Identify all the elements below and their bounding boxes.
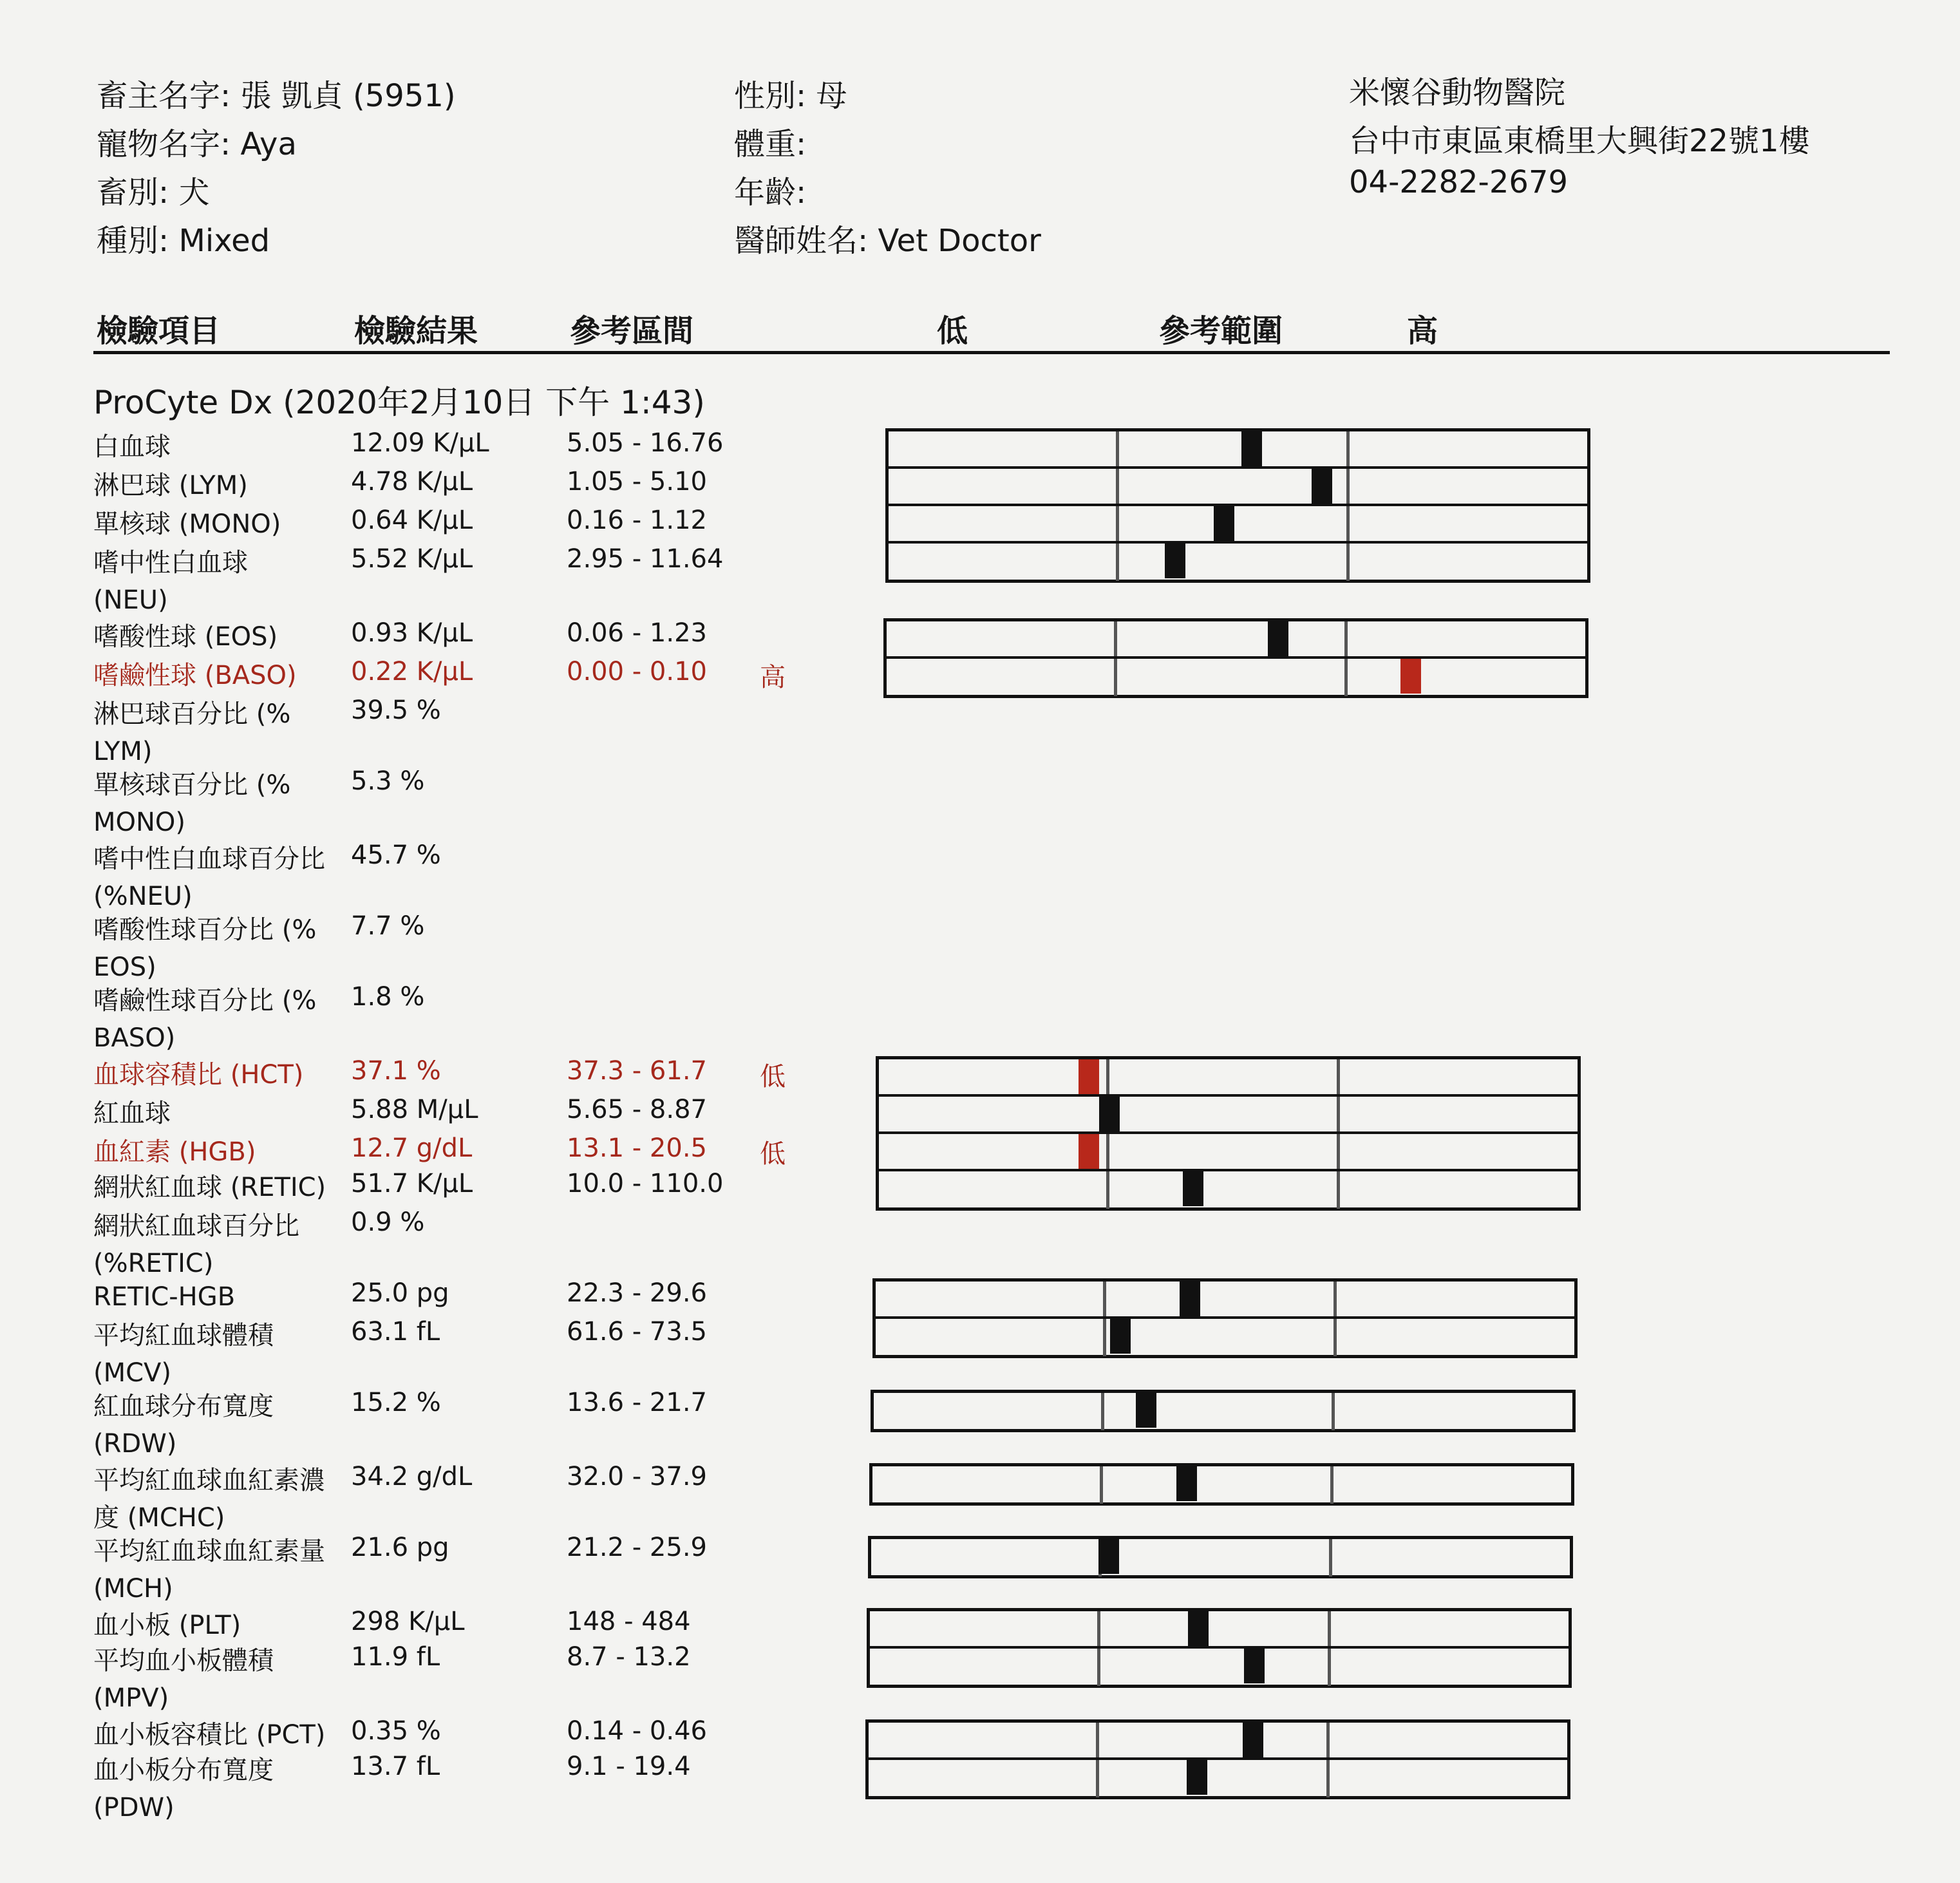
range-divider — [1346, 506, 1350, 541]
test-name: 血小板 (PLT) — [93, 1611, 241, 1640]
range-bar — [872, 1466, 1571, 1504]
range-bar — [876, 1282, 1574, 1319]
gauge-group — [865, 1719, 1570, 1799]
range-divider — [1346, 469, 1350, 504]
test-range: 22.3 - 29.6 — [567, 1278, 707, 1308]
range-bar — [889, 506, 1587, 544]
range-bar — [874, 1393, 1572, 1430]
range-divider — [1328, 1611, 1331, 1646]
range-bar — [889, 544, 1587, 581]
test-result: 21.6 pg — [351, 1533, 449, 1562]
value-marker — [1400, 659, 1421, 694]
value-marker — [1180, 1282, 1200, 1316]
test-range: 0.14 - 0.46 — [567, 1716, 707, 1746]
test-range: 1.05 - 5.10 — [567, 467, 707, 497]
sex-label: 性別: — [734, 78, 807, 114]
test-range: 61.6 - 73.5 — [567, 1317, 707, 1347]
weight-line — [734, 119, 806, 164]
test-result: 11.9 fL — [351, 1642, 440, 1672]
value-marker — [1079, 1059, 1099, 1094]
gauge-group — [876, 1056, 1581, 1211]
breed-label: 種別: — [97, 223, 169, 259]
test-result: 12.7 g/dL — [351, 1133, 473, 1163]
header-rule — [93, 351, 1890, 354]
test-range: 9.1 - 19.4 — [567, 1752, 691, 1781]
range-divider — [1106, 1171, 1109, 1209]
test-name: 白血球 — [93, 432, 171, 462]
range-divider — [1103, 1282, 1106, 1316]
pet-line — [97, 119, 297, 164]
range-bar — [887, 621, 1585, 659]
species-line — [97, 167, 209, 212]
test-name: 嗜鹼性球百分比 (% BASO) — [93, 986, 317, 1053]
test-range: 2.95 - 11.64 — [567, 544, 724, 574]
value-marker — [1183, 1171, 1203, 1206]
pet-value: Aya — [240, 126, 297, 162]
range-divider — [1346, 431, 1350, 466]
col-result: 檢驗結果 — [354, 313, 478, 349]
test-range: 10.0 - 110.0 — [567, 1169, 724, 1198]
test-range: 5.65 - 8.87 — [567, 1095, 707, 1124]
test-name: 網狀紅血球百分比 (%RETIC) — [93, 1211, 299, 1278]
test-name: 單核球 (MONO) — [93, 509, 281, 539]
test-name: 嗜酸性球百分比 (% EOS) — [93, 915, 317, 982]
col-high: 高 — [1407, 313, 1438, 349]
owner-value: 張 凱貞 (5951) — [240, 78, 456, 114]
species-label: 畜別: — [97, 175, 169, 211]
value-marker — [1110, 1319, 1131, 1354]
gauge-group — [871, 1390, 1576, 1432]
value-marker — [1214, 506, 1234, 541]
test-result: 5.88 M/µL — [351, 1095, 478, 1124]
range-divider — [1116, 431, 1119, 466]
test-result: 5.52 K/µL — [351, 544, 473, 574]
test-result: 1.8 % — [351, 982, 425, 1012]
test-range: 0.16 - 1.12 — [567, 506, 707, 535]
test-result: 51.7 K/µL — [351, 1169, 473, 1198]
owner-label: 畜主名字: — [97, 78, 231, 114]
range-bar — [870, 1649, 1569, 1686]
gauge-group — [868, 1536, 1573, 1578]
range-divider — [1337, 1171, 1340, 1209]
doctor-value: Vet Doctor — [878, 223, 1041, 259]
test-result: 4.78 K/µL — [351, 467, 473, 497]
test-result: 0.9 % — [351, 1207, 425, 1237]
test-range: 37.3 - 61.7 — [567, 1056, 707, 1086]
test-name: 單核球百分比 (% MONO) — [93, 770, 291, 837]
test-result: 5.3 % — [351, 766, 425, 796]
value-marker — [1312, 469, 1332, 504]
range-bar — [889, 469, 1587, 506]
range-divider — [1337, 1097, 1340, 1131]
value-marker — [1079, 1134, 1099, 1169]
value-marker — [1188, 1611, 1209, 1646]
value-marker — [1241, 431, 1262, 466]
test-name: 平均紅血球體積 (MCV) — [93, 1321, 274, 1388]
range-bar — [879, 1097, 1578, 1134]
range-divider — [1337, 1134, 1340, 1169]
doctor-label: 醫師姓名: — [734, 223, 869, 259]
range-divider — [1096, 1760, 1099, 1797]
range-divider — [1101, 1393, 1104, 1430]
species-value: 犬 — [178, 175, 210, 211]
range-bar — [879, 1171, 1578, 1209]
range-bar — [879, 1134, 1578, 1171]
test-name: 紅血球 — [93, 1099, 171, 1128]
doctor-line — [734, 216, 1041, 260]
range-divider — [1344, 621, 1348, 656]
clinic-phone: 04-2282-2679 — [1349, 164, 1569, 200]
range-divider — [1106, 1134, 1109, 1169]
range-divider — [1344, 659, 1348, 696]
range-divider — [1106, 1059, 1109, 1094]
range-divider — [1333, 1282, 1337, 1316]
range-divider — [1114, 659, 1117, 696]
test-name: 網狀紅血球 (RETIC) — [93, 1173, 326, 1202]
range-bar — [871, 1539, 1570, 1576]
test-result: 63.1 fL — [351, 1317, 440, 1347]
test-result: 0.35 % — [351, 1716, 441, 1746]
col-ref-range: 參考範圍 — [1159, 313, 1283, 349]
range-divider — [1329, 1539, 1332, 1576]
range-bar — [869, 1723, 1567, 1760]
range-divider — [1114, 621, 1117, 656]
range-bar — [876, 1319, 1574, 1356]
test-result: 12.09 K/µL — [351, 428, 489, 458]
test-range: 13.6 - 21.7 — [567, 1388, 707, 1417]
test-range: 13.1 - 20.5 — [567, 1133, 707, 1163]
test-flag: 低 — [760, 1062, 786, 1092]
breed-value: Mixed — [178, 223, 270, 259]
test-range: 148 - 484 — [567, 1607, 691, 1636]
test-name: 血紅素 (HGB) — [93, 1137, 256, 1167]
test-range: 5.05 - 16.76 — [567, 428, 724, 458]
range-bar — [879, 1059, 1578, 1097]
test-result: 7.7 % — [351, 911, 425, 941]
col-item: 檢驗項目 — [97, 313, 221, 349]
value-marker — [1176, 1466, 1197, 1501]
sex-line — [734, 71, 847, 115]
gauge-group — [885, 428, 1590, 583]
range-divider — [1116, 544, 1119, 581]
test-name: 平均血小板體積 (MPV) — [93, 1646, 274, 1713]
range-divider — [1116, 469, 1119, 504]
pet-label: 寵物名字: — [97, 126, 231, 162]
test-result: 25.0 pg — [351, 1278, 449, 1308]
test-name: 血小板分布寬度 (PDW) — [93, 1755, 274, 1822]
range-divider — [1100, 1466, 1103, 1504]
range-divider — [1116, 506, 1119, 541]
age-label: 年齡: — [734, 175, 807, 211]
section-title: ProCyte Dx (2020年2月10日 下午 1:43) — [93, 384, 705, 421]
value-marker — [1244, 1649, 1265, 1683]
test-name: 血小板容積比 (PCT) — [93, 1720, 326, 1750]
test-name: 淋巴球百分比 (% LYM) — [93, 699, 291, 766]
range-bar — [869, 1760, 1567, 1797]
range-divider — [1103, 1319, 1106, 1356]
sex-value: 母 — [816, 78, 847, 114]
value-marker — [1187, 1760, 1207, 1795]
test-name: 淋巴球 (LYM) — [93, 471, 248, 500]
age-line — [734, 167, 806, 212]
value-marker — [1268, 621, 1288, 656]
test-result: 45.7 % — [351, 840, 441, 870]
test-result: 39.5 % — [351, 695, 441, 725]
test-result: 34.2 g/dL — [351, 1462, 473, 1491]
test-name: 平均紅血球血紅素量 (MCH) — [93, 1537, 325, 1604]
test-name: RETIC-HGB — [93, 1282, 236, 1312]
range-divider — [1328, 1649, 1331, 1686]
test-result: 0.64 K/µL — [351, 506, 473, 535]
range-divider — [1330, 1466, 1333, 1504]
test-result: 37.1 % — [351, 1056, 441, 1086]
value-marker — [1136, 1393, 1156, 1428]
test-range: 32.0 - 37.9 — [567, 1462, 707, 1491]
test-range: 0.06 - 1.23 — [567, 618, 707, 648]
breed-line — [97, 216, 270, 260]
test-range: 0.00 - 0.10 — [567, 657, 707, 686]
range-bar — [889, 431, 1587, 469]
test-range: 21.2 - 25.9 — [567, 1533, 707, 1562]
test-result: 0.93 K/µL — [351, 618, 473, 648]
range-divider — [1326, 1760, 1330, 1797]
test-flag: 高 — [760, 663, 786, 692]
value-marker — [1165, 544, 1185, 578]
range-divider — [1096, 1723, 1099, 1757]
col-low: 低 — [937, 313, 968, 349]
range-bar — [870, 1611, 1569, 1649]
gauge-group — [872, 1278, 1578, 1358]
gauge-group — [883, 618, 1588, 698]
weight-label: 體重: — [734, 126, 807, 162]
gauge-group — [867, 1608, 1572, 1688]
test-result: 298 K/µL — [351, 1607, 465, 1636]
test-name: 嗜酸性球 (EOS) — [93, 622, 278, 652]
test-result: 13.7 fL — [351, 1752, 440, 1781]
gauge-group — [869, 1463, 1574, 1506]
owner-line — [97, 71, 456, 115]
range-bar — [887, 659, 1585, 696]
test-result: 0.22 K/µL — [351, 657, 473, 686]
test-name: 平均紅血球血紅素濃 度 (MCHC) — [93, 1466, 325, 1533]
test-name: 紅血球分布寬度 (RDW) — [93, 1392, 274, 1459]
value-marker — [1243, 1723, 1263, 1757]
clinic-name: 米懷谷動物醫院 — [1349, 75, 1566, 111]
value-marker — [1099, 1097, 1120, 1131]
test-range: 8.7 - 13.2 — [567, 1642, 691, 1672]
test-name: 嗜鹼性球 (BASO) — [93, 661, 297, 690]
range-divider — [1326, 1723, 1330, 1757]
range-divider — [1097, 1611, 1100, 1646]
test-result: 15.2 % — [351, 1388, 441, 1417]
test-flag: 低 — [760, 1139, 786, 1169]
test-name: 血球容積比 (HCT) — [93, 1060, 304, 1090]
test-name: 嗜中性白血球 (NEU) — [93, 548, 248, 615]
clinic-address: 台中市東區東橋里大興街22號1樓 — [1349, 123, 1810, 159]
range-divider — [1346, 544, 1350, 581]
range-divider — [1333, 1319, 1337, 1356]
range-divider — [1337, 1059, 1340, 1094]
range-divider — [1097, 1649, 1100, 1686]
test-name: 嗜中性白血球百分比 (%NEU) — [93, 844, 325, 911]
col-range: 參考區間 — [570, 313, 694, 349]
range-divider — [1332, 1393, 1335, 1430]
value-marker — [1098, 1539, 1119, 1574]
